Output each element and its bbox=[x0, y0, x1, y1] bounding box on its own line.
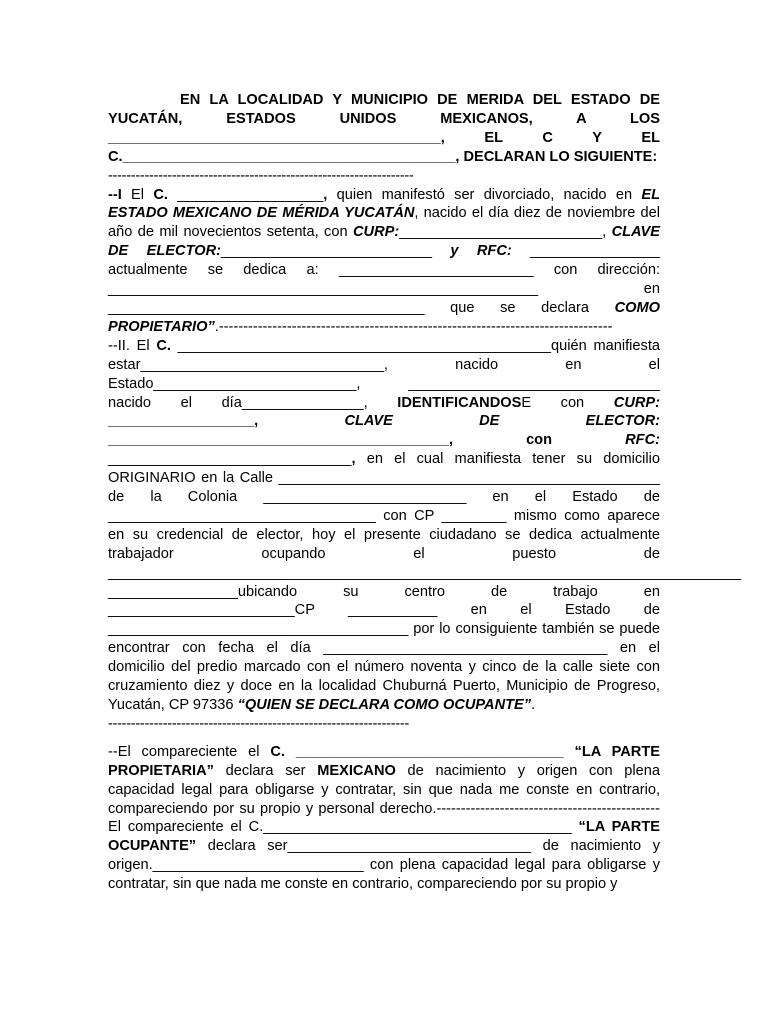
text-run: --El compareciente el bbox=[108, 743, 271, 760]
separator-line: ------------------------------------------------------------------ bbox=[108, 715, 409, 732]
blank-field: ______________________________ bbox=[108, 451, 352, 468]
clave-elector-label: CLAVE DE ELECTOR: bbox=[108, 224, 660, 260]
text-run: E con bbox=[521, 394, 614, 411]
text-run: C. _________________________________ “LA PARTE PROPIETARIA” bbox=[108, 743, 660, 779]
clause-number: --I bbox=[108, 186, 122, 203]
text-run: El bbox=[121, 186, 154, 203]
rfc-label: RFC: bbox=[625, 432, 660, 449]
paragraph-owner bbox=[108, 186, 660, 337]
text-run: en el cual manifiesta tener su domicilio ORIGINARIO en la Calle _______________________________________________ de la Colonia _________________________ en el Estado de _________________________________ con CP ________ mismo como aparece en su credencial de elector, hoy el presente ciudadano se dedica actualmente trabajador ocupando el puesto de ______________________________________________________________________________ ________________ubicando su centro de trabajo en _______________________CP ___________ en el Estado de _____________________________________ por lo consiguiente también se puede encontrar con fecha el día ___________________________________ en el domicilio del predio marcado con el número noventa y cinco de la calle siete con cruzamiento diez y doce en la localidad Chuburná Puerto, Municipio de Progreso, Yucatán, CP 97336 bbox=[108, 451, 742, 713]
text-run: , bbox=[323, 186, 328, 203]
document-body bbox=[108, 91, 742, 894]
paragraph-appearing-parties bbox=[108, 743, 660, 894]
text-run: EL ESTADO MEXICANO DE MÉRIDA YUCATÁN bbox=[108, 186, 660, 222]
curp-label: CURP: bbox=[353, 224, 400, 241]
text-run: , bbox=[351, 451, 356, 468]
text-run: “LA PARTE OCUPANTE” bbox=[108, 819, 660, 855]
clave-elector-label: CLAVE DE ELECTOR: bbox=[344, 413, 660, 430]
text-run: COMO PROPIETARIO” bbox=[108, 299, 660, 335]
text-run: , nacido el día diez de noviembre del año de mil novecientos setenta, con bbox=[108, 205, 660, 241]
blank-field: __________________________________________, con bbox=[108, 432, 626, 449]
separator-line: ------------------------------------------------------------------- bbox=[108, 167, 414, 184]
paragraph-occupant bbox=[108, 337, 742, 715]
blank-field: __________________, bbox=[108, 413, 345, 430]
clause-number: --II. El bbox=[108, 337, 157, 354]
text-run: MEXICANO bbox=[317, 762, 396, 779]
text-run: .--------------------------------------------------------------------------------- bbox=[214, 318, 613, 335]
text-run: declara ser bbox=[213, 762, 318, 779]
blank-field: _________________________, bbox=[399, 224, 607, 241]
text-run: quien manifestó ser divorciado, nacido en bbox=[327, 186, 642, 203]
document-title: EN LA LOCALIDAD Y MUNICIPIO DE MERIDA DEL ESTADO DE YUCATÁN, ESTADOS UNIDOS MEXICANOS, A LOS _________________________________________, EL C Y EL C._________________________________________, DECLARAN LO SIGUIENTE: bbox=[108, 92, 660, 165]
text-run: IDENTIFICANDOS bbox=[397, 394, 522, 411]
blank-field: __________________________ bbox=[220, 243, 433, 260]
text-run: . bbox=[531, 697, 536, 713]
text-run: ________________ actualmente se dedica a: ________________________ con dirección: _____________________________________________________ en _______________________________________ que se declara bbox=[108, 243, 660, 316]
text-run: ______________________________________________quién manifiesta estar______________________________, nacido en el Estado_________________________, _______________________________ nacido el día_______________, bbox=[108, 337, 660, 411]
text-run: declara ser______________________________ de nacimiento y origen.__________________________ con plena capacidad legal para obligarse y contratar, sin que nada me conste en contrario, compareciendo por su propio y bbox=[108, 838, 660, 893]
rfc-label: y RFC: bbox=[432, 243, 512, 260]
text-run: C. bbox=[156, 337, 171, 354]
spacer bbox=[108, 734, 660, 743]
curp-label: CURP: bbox=[613, 394, 660, 411]
text-run: “QUIEN SE DECLARA COMO OCUPANTE” bbox=[237, 697, 532, 713]
text-run: C. bbox=[153, 186, 168, 203]
text-run: de nacimiento y origen con plena capacidad legal para obligarse y contratar, sin que nada me conste en contrario, compareciendo por su propio y personal derecho.----------------------------------------------El compareciente el C.______________________________________ bbox=[108, 762, 660, 836]
blank-field: __________________ bbox=[167, 186, 324, 203]
